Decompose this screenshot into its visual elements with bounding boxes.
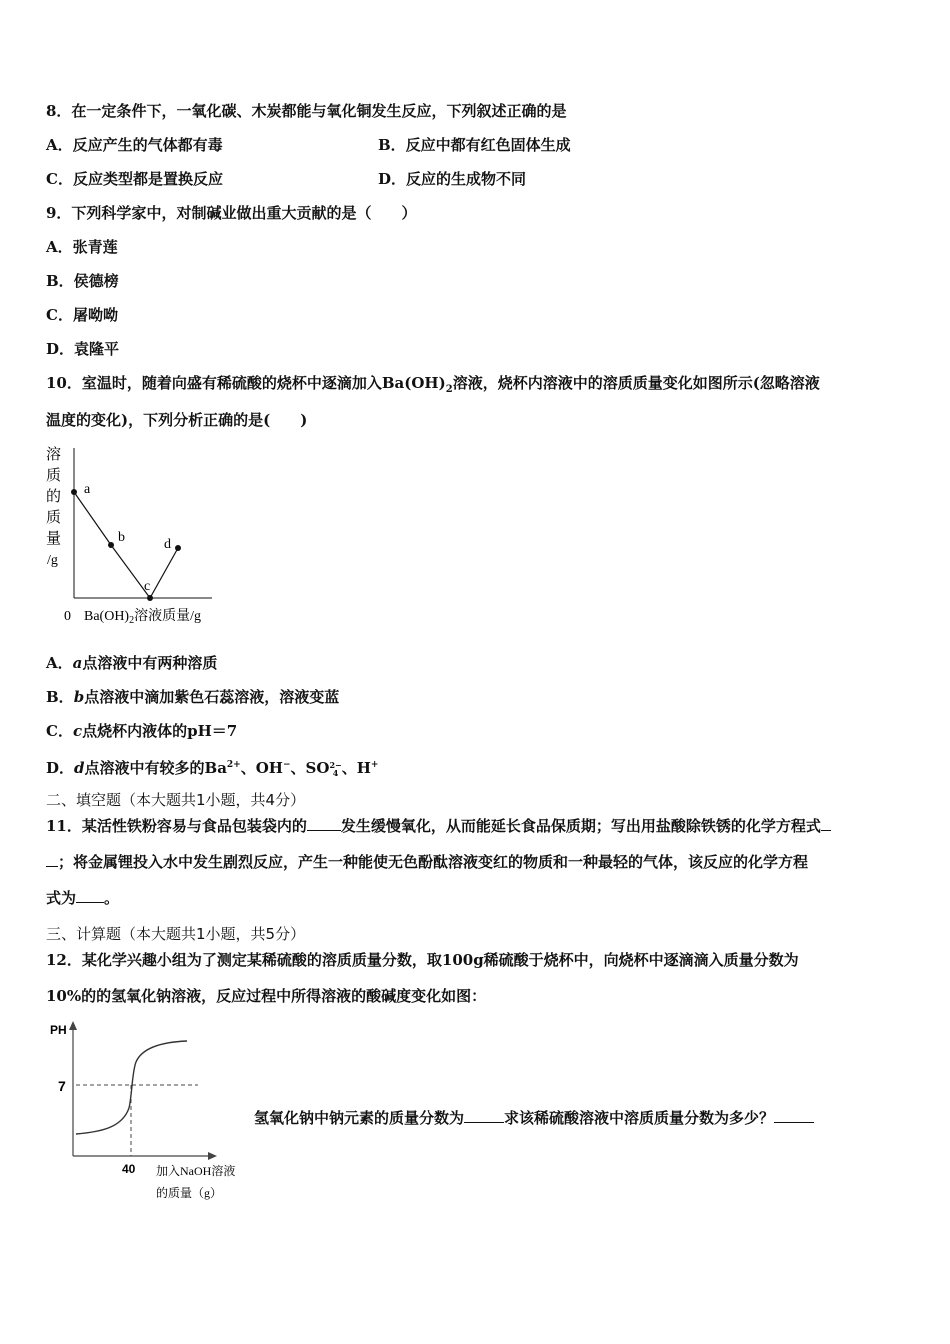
q10-d-so4-charge: 2−	[329, 760, 342, 770]
q10-label-b: b	[118, 530, 125, 545]
q12-x-arrow	[208, 1152, 217, 1160]
q10-d-text: 点溶液中有较多的Ba	[84, 759, 227, 777]
section-calculation-heading: 三、计算题（本大题共1小题，共5分）	[46, 925, 306, 943]
q10-d-so: 、SO	[290, 759, 330, 777]
q10-a-var: a	[72, 654, 83, 672]
q11-blank-2b[interactable]	[46, 852, 58, 867]
q12-xlabel-1: 加入NaOH溶液	[156, 1164, 236, 1178]
q12-blank-1[interactable]	[464, 1108, 504, 1123]
q10-curve	[74, 492, 178, 598]
q10-ylabel-5: /g	[47, 553, 58, 568]
q10-stem-line2: 温度的变化)，下列分析正确的是( )	[46, 411, 308, 429]
q10-b-var: b	[73, 688, 85, 706]
q9-stem: 9．下列科学家中，对制碱业做出重大贡献的是（ ）	[46, 204, 417, 222]
q11-l3-pre: 式为	[46, 889, 77, 907]
q10-ylabel-0: 溶	[46, 447, 62, 463]
q10-option-d	[46, 755, 378, 778]
q10-stem-pre: 10．室温时，随着向盛有稀硫酸的烧杯中逐滴加入Ba(OH)	[46, 374, 446, 392]
q11-blank-1[interactable]	[307, 816, 341, 831]
q10-xlabel	[84, 607, 201, 626]
q11-l2-text: ；将金属锂投入水中发生剧烈反应，产生一种能使无色酚酞溶液变红的物质和一种最轻的气体，该反应的化学方程	[58, 853, 809, 871]
q11-l1-post: 发生缓慢氧化，从而能延长食品保质期；写出用盐酸除铁锈的化学方程式	[340, 817, 821, 835]
q10-label-c: c	[144, 579, 151, 594]
q10-ylabel-2: 的	[46, 489, 62, 505]
q10-d-prefix: D．	[46, 759, 75, 777]
q12-graph	[40, 1018, 260, 1208]
q10-graph	[40, 440, 240, 630]
q10-xlabel-pre: Ba(OH)	[84, 609, 130, 624]
q10-point-a	[71, 489, 77, 495]
q10-d-oh-charge: −	[282, 760, 291, 770]
q10-d-var: d	[74, 759, 85, 777]
section-fill-blank-heading: 二、填空题（本大题共1小题，共4分）	[46, 791, 306, 809]
q11-line1	[46, 816, 831, 836]
q11-l3-post: 。	[104, 889, 120, 907]
q11-line3	[46, 888, 119, 908]
q10-option-b	[46, 687, 339, 707]
q11-blank-3[interactable]	[76, 888, 104, 903]
q9-option-c: C．屠呦呦	[46, 306, 118, 324]
q10-d-h: 、H	[341, 759, 371, 777]
q12-tick-40: 40	[122, 1162, 136, 1176]
q12-question-pre: 氢氧化钠中钠元素的质量分数为	[254, 1109, 465, 1127]
q12-question	[254, 1108, 814, 1128]
q12-y-arrow	[69, 1021, 77, 1030]
q10-option-a	[46, 653, 217, 673]
q10-point-d	[175, 545, 181, 551]
q10-a-prefix: A．	[46, 654, 73, 672]
q11-line2	[46, 852, 808, 872]
q10-xlabel-post: 溶液质量/g	[134, 609, 201, 624]
q10-xlabel-sub: 2	[129, 615, 135, 626]
q10-ylabel-4: 量	[46, 531, 62, 547]
q12-ylabel: PH	[50, 1023, 67, 1037]
q8-option-b: B．反应中都有红色固体生成	[378, 136, 571, 154]
q10-origin: 0	[64, 609, 71, 624]
q10-point-c	[147, 595, 153, 601]
q10-c-prefix: C．	[46, 722, 73, 740]
q10-stem-sub: 2	[445, 384, 453, 395]
q10-label-d: d	[164, 537, 171, 552]
q12-line2: 10%的的氢氧化钠溶液，反应过程中所得溶液的酸碱度变化如图：	[46, 987, 487, 1005]
q10-label-a: a	[84, 482, 91, 497]
q8-stem: 8．在一定条件下，一氧化碳、木炭都能与氧化铜发生反应，下列叙述正确的是	[46, 102, 567, 120]
q9-option-d: D．袁隆平	[46, 340, 120, 358]
q10-stem-post: 溶液，烧杯内溶液中的溶质质量变化如图所示(忽略溶液	[452, 374, 820, 392]
q10-ylabel-3: 质	[46, 510, 62, 526]
q12-question-mid: 求该稀硫酸溶液中溶质质量分数为多少？	[504, 1109, 775, 1127]
q10-d-so4-indices	[329, 761, 341, 777]
q10-b-text: 点溶液中滴加紫色石蕊溶液，溶液变蓝	[84, 688, 340, 706]
q10-option-c	[46, 721, 237, 741]
q8-option-c: C．反应类型都是置换反应	[46, 170, 223, 188]
q10-d-oh: 、OH	[240, 759, 283, 777]
q10-point-b	[108, 542, 114, 548]
q11-l1-pre: 11．某活性铁粉容易与食品包装袋内的	[46, 817, 307, 835]
q10-d-ba-charge: 2+	[226, 760, 241, 770]
q9-option-b: B．侯德榜	[46, 272, 119, 290]
q8-option-a: A．反应产生的气体都有毒	[46, 136, 223, 154]
q10-d-so4-sub: 4	[332, 768, 339, 778]
q9-option-a: A．张青莲	[46, 238, 118, 256]
q10-ylabel-1: 质	[46, 468, 62, 484]
q10-stem-line1	[46, 373, 820, 400]
q10-a-text: 点溶液中有两种溶质	[82, 654, 218, 672]
q10-c-text: 点烧杯内液体的pH＝7	[82, 722, 238, 740]
q12-tick-7: 7	[58, 1078, 66, 1094]
q10-b-prefix: B．	[46, 688, 74, 706]
q12-xlabel-2: 的质量（g）	[156, 1186, 223, 1200]
q10-c-var: c	[72, 722, 83, 740]
q11-blank-2a[interactable]	[821, 816, 831, 831]
q12-line1: 12．某化学兴趣小组为了测定某稀硫酸的溶质质量分数，取100g稀硫酸于烧杯中，向烧杯中逐滴滴入质量分数为	[46, 951, 799, 969]
q12-blank-2[interactable]	[774, 1108, 814, 1123]
q8-option-d: D．反应的生成物不同	[378, 170, 527, 188]
q10-d-h-charge: +	[370, 760, 379, 770]
